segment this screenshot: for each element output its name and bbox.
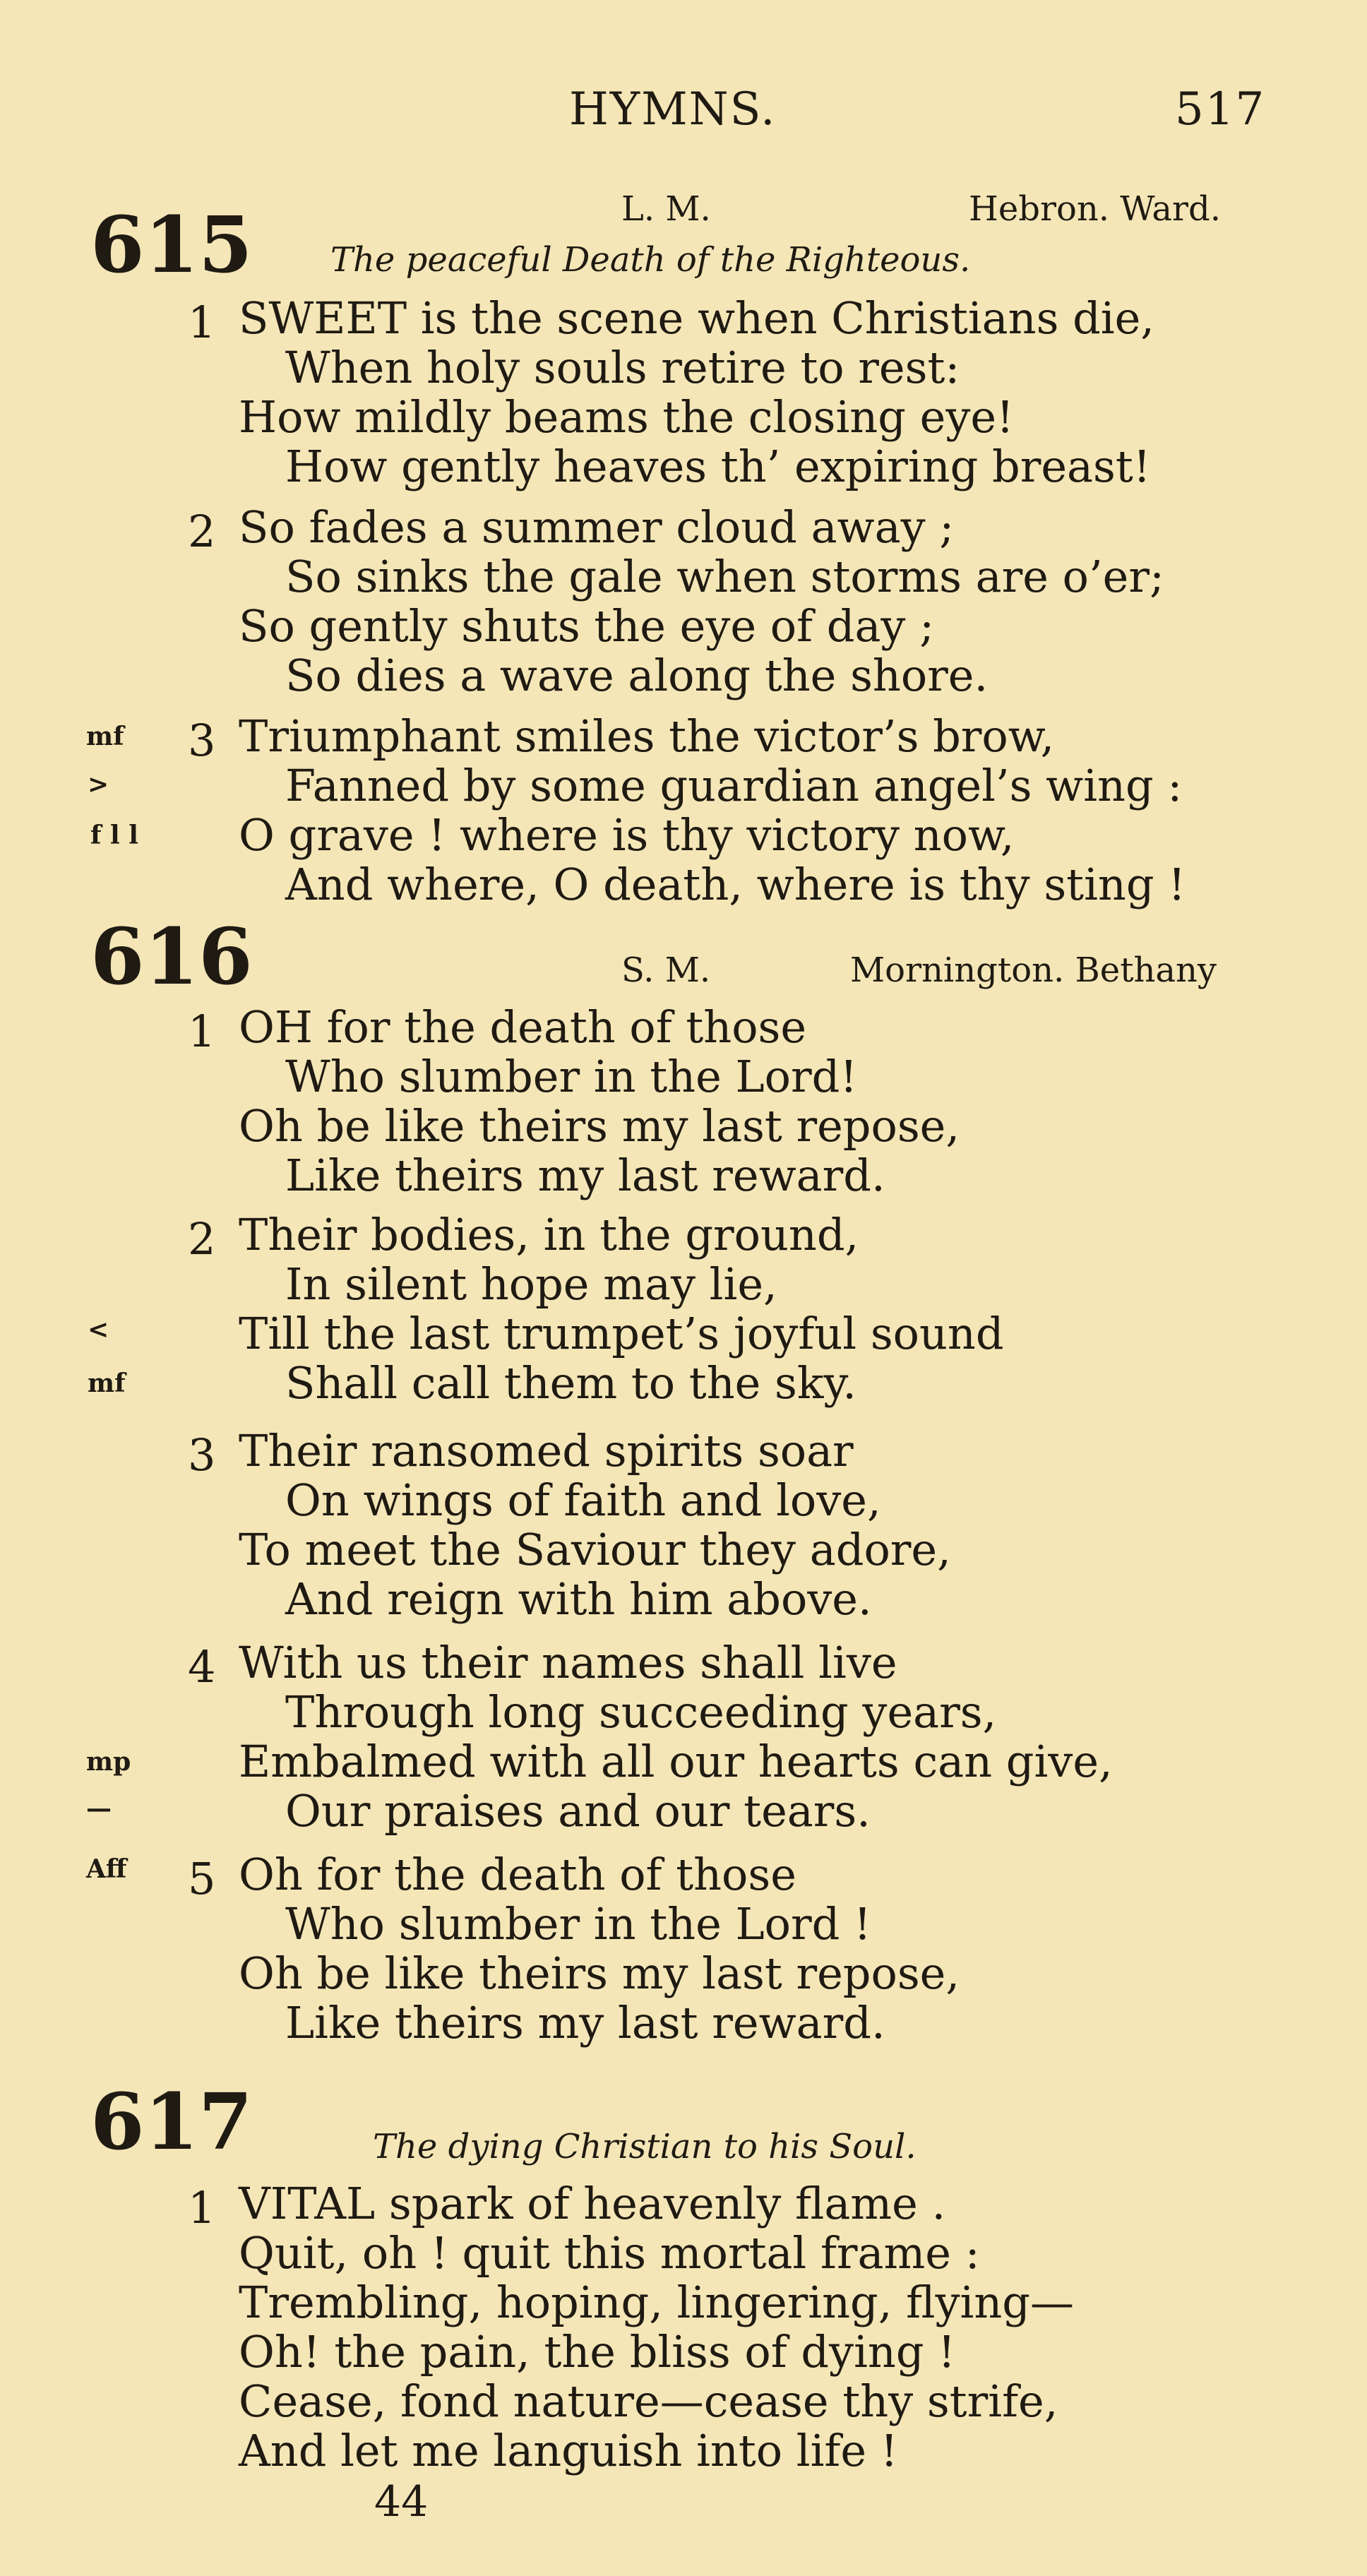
verse-line: In silent hope may lie, — [285, 1258, 777, 1310]
verse-number: 2 — [188, 506, 216, 557]
dynamic-mark: < — [88, 1315, 109, 1344]
verse-line: And let me languish into life ! — [239, 2425, 898, 2476]
verse-line: Triumphant smiles the victor’s brow, — [239, 710, 1055, 762]
verse-line: Like theirs my last reward. — [285, 1150, 885, 1201]
verse-number: 4 — [188, 1641, 216, 1693]
dynamic-mark: mf — [86, 722, 124, 751]
page-number: 517 — [1175, 83, 1266, 136]
verse-line: O grave ! where is thy victory now, — [239, 809, 1015, 861]
verse-number: 1 — [188, 2182, 216, 2234]
dynamic-mark: > — [88, 770, 109, 799]
verse-line: Trembling, hoping, lingering, flying— — [239, 2277, 1074, 2328]
dynamic-mark: mp — [86, 1747, 131, 1777]
verse-line: So fades a summer cloud away ; — [239, 501, 955, 553]
verse-line: When holy souls retire to rest: — [285, 342, 960, 393]
verse-line: To meet the Saviour they adore, — [239, 1524, 951, 1575]
dynamic-mark: — — [86, 1794, 112, 1823]
verse-line: How gently heaves th’ expiring breast! — [285, 441, 1151, 492]
hymn-number: 617 — [90, 2076, 253, 2167]
hymn-meter: L. M. — [621, 189, 711, 229]
verse-number: 3 — [188, 1429, 216, 1481]
verse-line: Our praises and our tears. — [285, 1785, 871, 1837]
verse-line: On wings of faith and love, — [285, 1474, 881, 1526]
dynamic-mark: Aff — [86, 1854, 127, 1884]
hymn-title: The peaceful Death of the Righteous. — [330, 240, 971, 280]
verse-line: Cease, fond nature—cease thy strife, — [239, 2375, 1058, 2427]
verse-line: Their ransomed spirits soar — [239, 1425, 854, 1477]
verse-number: 3 — [188, 715, 216, 766]
verse-number: 2 — [188, 1213, 216, 1265]
verse-line: And where, O death, where is thy sting ! — [285, 859, 1186, 910]
verse-line: Oh! the pain, the bliss of dying ! — [239, 2326, 956, 2378]
hymn-number: 616 — [90, 911, 253, 1002]
verse-line: Oh be like theirs my last repose, — [239, 1948, 960, 1999]
verse-line: Like theirs my last reward. — [285, 1997, 885, 2049]
verse-line: Oh for the death of those — [239, 1849, 796, 1900]
verse-line: And reign with him above. — [285, 1573, 872, 1625]
verse-line: Oh be like theirs my last repose, — [239, 1100, 960, 1152]
verse-line: OH for the death of those — [239, 1001, 807, 1053]
verse-line: Quit, oh ! quit this mortal frame : — [239, 2227, 980, 2279]
running-title: HYMNS. — [569, 83, 777, 136]
verse-line: Embalmed with all our hearts can give, — [239, 1736, 1113, 1787]
signature-mark: 44 — [374, 2477, 429, 2527]
verse-line: Their bodies, in the ground, — [239, 1209, 859, 1260]
verse-line: Who slumber in the Lord! — [285, 1051, 858, 1102]
verse-line: Shall call them to the sky. — [285, 1357, 856, 1409]
verse-number: 5 — [188, 1853, 216, 1904]
verse-line: So gently shuts the eye of day ; — [239, 600, 935, 652]
dynamic-mark: mf — [88, 1368, 126, 1398]
verse-line: Who slumber in the Lord ! — [285, 1898, 871, 1950]
verse-line: SWEET is the scene when Christians die, — [239, 292, 1155, 344]
verse-line: So sinks the gale when storms are o’er; — [285, 551, 1164, 602]
verse-line: With us their names shall live — [239, 1637, 897, 1688]
verse-line: Fanned by some guardian angel’s wing : — [285, 760, 1183, 811]
verse-line: How mildly beams the closing eye! — [239, 391, 1014, 443]
hymn-tunes: Mornington. Bethany — [850, 950, 1217, 990]
verse-number: 1 — [188, 297, 216, 348]
verse-number: 1 — [188, 1006, 216, 1057]
hymn-meter: S. M. — [621, 950, 711, 990]
hymn-number: 615 — [90, 199, 253, 290]
verse-line: So dies a wave along the shore. — [285, 650, 989, 701]
verse-line: VITAL spark of heavenly flame . — [239, 2178, 946, 2229]
dynamic-mark: f l l — [90, 821, 138, 850]
hymn-tunes: Hebron. Ward. — [969, 189, 1221, 229]
verse-line: Till the last trumpet’s joyful sound — [239, 1308, 1004, 1359]
verse-line: Through long succeeding years, — [285, 1686, 997, 1738]
hymn-title: The dying Christian to his Soul. — [373, 2127, 917, 2166]
